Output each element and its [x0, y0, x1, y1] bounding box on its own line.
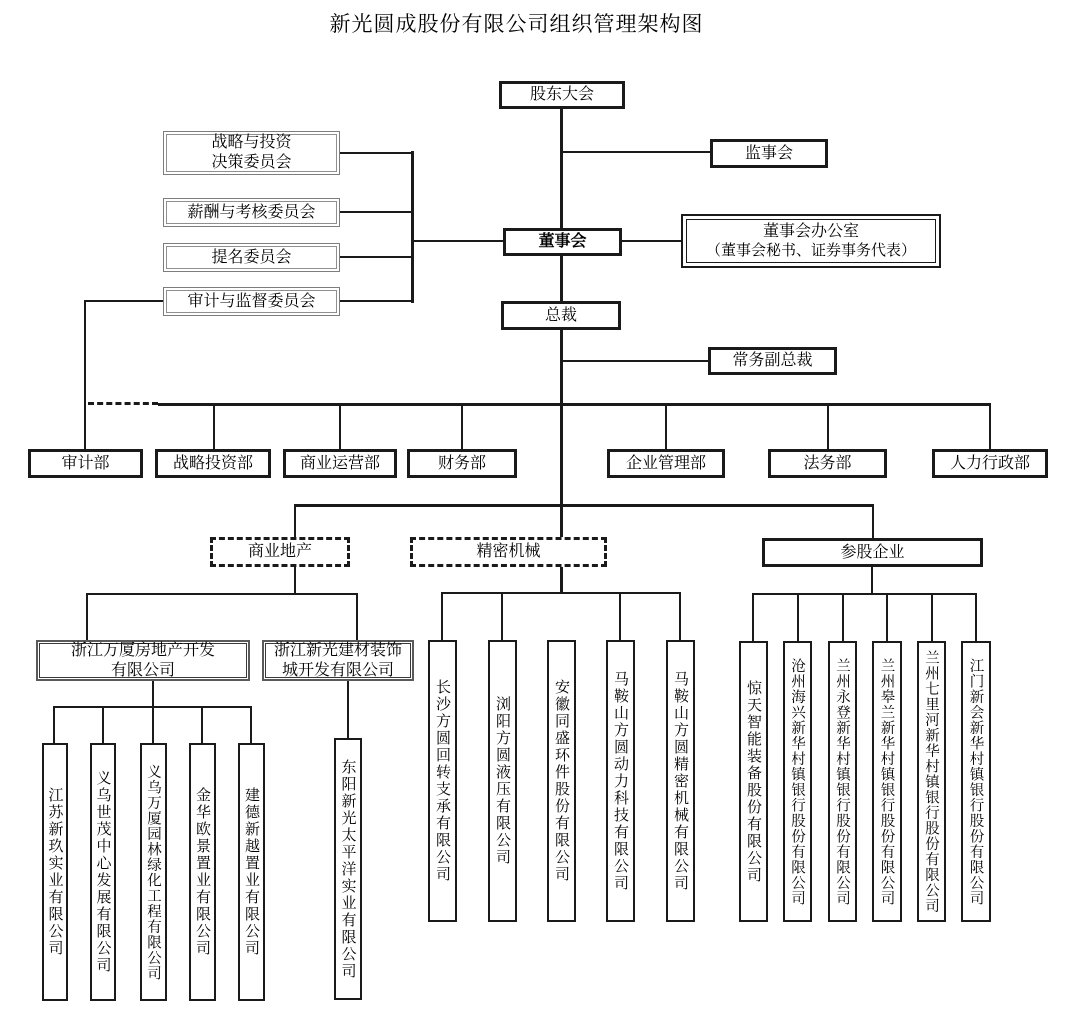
dashed-connector-line [88, 402, 158, 405]
connector-line [85, 300, 163, 302]
connector-line [560, 256, 563, 301]
node-company-lanzhou-gaolan-bank: 兰州皋兰新华村镇银行股份有限公司 [872, 641, 902, 922]
connector-line [102, 706, 104, 743]
node-company-anhui-tongsheng: 安徽同盛环件股份有限公司 [547, 640, 576, 922]
connector-line [665, 404, 667, 449]
connector-line [250, 706, 252, 743]
department-bus-line [158, 403, 991, 406]
machinery-bus-line [441, 592, 681, 594]
connector-line [340, 152, 414, 154]
node-dept-finance: 财务部 [407, 449, 517, 478]
connector-line [886, 593, 888, 641]
connector-line [86, 593, 88, 640]
connector-line [411, 240, 503, 242]
node-company-dongyang-xinguang-pacific: 东阳新光太平洋实业有限公司 [334, 738, 362, 1000]
node-company-zhejiang-wanxia: 浙江万厦房地产开发 有限公司 [36, 640, 250, 681]
node-committee-remuneration: 薪酬与考核委员会 [163, 198, 340, 227]
connector-line [842, 593, 844, 641]
node-dept-legal: 法务部 [768, 449, 887, 478]
node-company-liuyang-fangyuan: 浏阳方圆液压有限公司 [488, 640, 517, 922]
node-dept-commercial-operations: 商业运营部 [283, 449, 397, 478]
node-company-jiande-xinyue: 建德新越置业有限公司 [238, 743, 265, 1001]
node-board-of-directors: 董事会 [503, 228, 622, 256]
node-supervisory-board: 监事会 [710, 139, 828, 168]
connector-line [340, 300, 414, 302]
equity-bus-line [752, 593, 977, 595]
node-dept-strategic-investment: 战略投资部 [155, 449, 271, 478]
connector-line [871, 567, 873, 595]
node-committee-audit-supervision: 审计与监督委员会 [163, 287, 340, 316]
node-company-jiangmen-xinhui-bank: 江门新会新华村镇银行股份有限公司 [961, 641, 991, 922]
connector-line [501, 592, 503, 640]
connector-line [356, 593, 358, 640]
node-company-cangzhou-haixing-bank: 沧州海兴新华村镇银行股份有限公司 [783, 641, 812, 922]
connector-line [989, 404, 991, 449]
node-dept-hr-admin: 人力行政部 [932, 449, 1048, 478]
connector-line [975, 593, 977, 641]
node-segment-equity-investments: 参股企业 [762, 538, 983, 567]
node-segment-commercial-real-estate: 商业地产 [210, 537, 350, 567]
connector-line [752, 593, 754, 641]
connector-line [827, 404, 829, 449]
connector-line [340, 256, 414, 258]
connector-line [339, 404, 341, 449]
connector-line [560, 109, 563, 228]
wanxia-bus-line [54, 706, 252, 708]
node-shareholders-meeting: 股东大会 [499, 81, 625, 109]
node-company-yiwu-wanxia-landscaping: 义乌万厦园林绿化工程有限公司 [140, 743, 167, 1001]
node-committee-nomination: 提名委员会 [163, 243, 340, 272]
node-company-changsha-fangyuan: 长沙方圆回转支承有限公司 [428, 640, 457, 922]
connector-line [619, 592, 621, 640]
node-company-jinhua-oujing: 金华欧景置业有限公司 [189, 743, 216, 1001]
node-president: 总裁 [501, 301, 621, 330]
connector-line [931, 593, 933, 641]
chart-title: 新光圆成股份有限公司组织管理架构图 [329, 12, 704, 36]
node-company-lanzhou-yongdeng-bank: 兰州永登新华村镇银行股份有限公司 [828, 641, 857, 922]
connector-line [872, 504, 874, 538]
node-company-maanshan-fangyuan-power: 马鞍山方圆动力科技有限公司 [606, 640, 635, 922]
connector-line [152, 681, 154, 743]
node-company-yiwu-shimao: 义乌世茂中心发展有限公司 [90, 743, 116, 1001]
connector-line [562, 151, 710, 153]
node-company-maanshan-fangyuan-precision: 马鞍山方圆精密机械有限公司 [666, 640, 695, 922]
node-board-office: 董事会办公室 （董事会秘书、证券事务代表） [681, 214, 941, 268]
connector-line [797, 593, 799, 641]
segment-bus-line [295, 504, 874, 507]
real-estate-bus-line [87, 593, 358, 595]
connector-line [294, 567, 296, 595]
node-company-jingtian-intelligent: 惊天智能装备股份有限公司 [739, 641, 768, 922]
connector-line [347, 681, 349, 738]
connector-line [562, 360, 708, 362]
audit-committee-drop-line [84, 300, 86, 449]
node-company-jiangsu-xinjiu: 江苏新玖实业有限公司 [42, 743, 68, 1001]
node-executive-vice-president: 常务副总裁 [708, 347, 837, 375]
node-dept-audit: 审计部 [28, 449, 143, 478]
connector-line [622, 240, 681, 242]
node-company-zhejiang-xinguang: 浙江新光建材装饰 城开发有限公司 [262, 640, 414, 681]
connector-line [679, 592, 681, 640]
trunk-line [560, 567, 563, 594]
node-dept-enterprise-management: 企业管理部 [607, 449, 725, 478]
node-committee-strategy-investment: 战略与投资 决策委员会 [163, 131, 340, 175]
connector-line [461, 404, 463, 449]
connector-line [294, 504, 296, 537]
connector-line [213, 404, 215, 449]
node-company-lanzhou-qilihe-bank: 兰州七里河新华村镇银行股份有限公司 [917, 641, 946, 922]
committee-bus-line [411, 151, 414, 303]
connector-line [441, 592, 443, 640]
node-segment-precision-machinery: 精密机械 [410, 537, 607, 567]
connector-line [201, 706, 203, 743]
connector-line [340, 211, 414, 213]
connector-line [53, 706, 55, 743]
